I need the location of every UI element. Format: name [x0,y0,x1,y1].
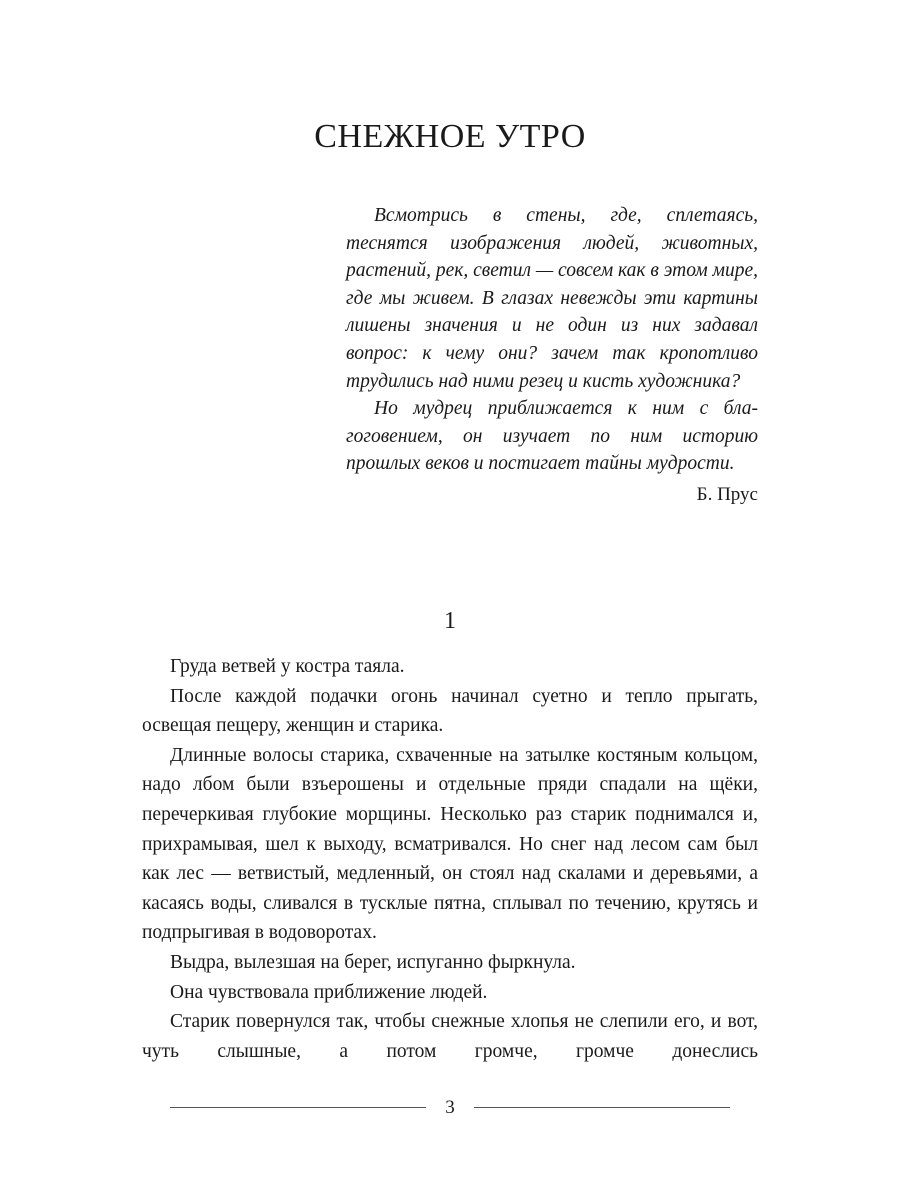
page-number: 3 [445,1097,455,1118]
epigraph [346,202,758,510]
section-number: 1 [444,608,456,634]
footer-rule-right [474,1107,730,1108]
body-paragraph: Груда ветвей у костра таяла. [170,656,405,677]
body-paragraph: Выдра, вылезшая на берег, испуганно фыркнула. [170,951,576,973]
chapter-body [142,652,758,1066]
chapter-title: СНЕЖНОЕ УТРО [314,118,586,155]
epigraph-author: Б. Прус [696,483,758,505]
epigraph-paragraph: Но мудрец приближается к ним с благоговением, он изучает по ним историю прошлых веков и постигает тайны мудрости. [346,398,758,475]
epigraph-paragraph: Всмотрись в стены, где, сплетаясь, теснятся изображения людей, животных, растений, рек, светил — совсем как в этом мире, где мы живем. В глазах невежды эти картины лишены значения и не один из них задавал вопрос: к чему они? зачем так кропотливо трудились над ними резец и кисть художника? [346,205,758,392]
body-paragraph: После каждой подачки огонь начинал суетно и тепло прыгать, освещая пещеру, женщин и старика. [142,685,758,737]
body-paragraph: Она чувствовала приближение людей. [170,981,488,1003]
page-footer [170,1096,730,1120]
body-paragraph: Длинные волосы старика, схваченные на затылке костяным кольцом, надо лбом были взъерошены и отдельные пряди спадали на щёки, перечеркивая глубокие морщины. Несколько раз старик поднимался и, прихрамывая, шел к выходу, всматривался. Но снег над лесом сам был как лес — ветвистый, медленный, он стоял над скалами и деревьями, а касаясь воды, сливался в тусклые пятна, сплывал по течению, крутясь и подпрыгивая в водоворотах. [142,744,758,944]
body-paragraph: Старик повернулся так, чтобы снежные хлопья не слепили его, и вот, чуть слышные, а потом громче, громче донеслись [142,1011,758,1062]
